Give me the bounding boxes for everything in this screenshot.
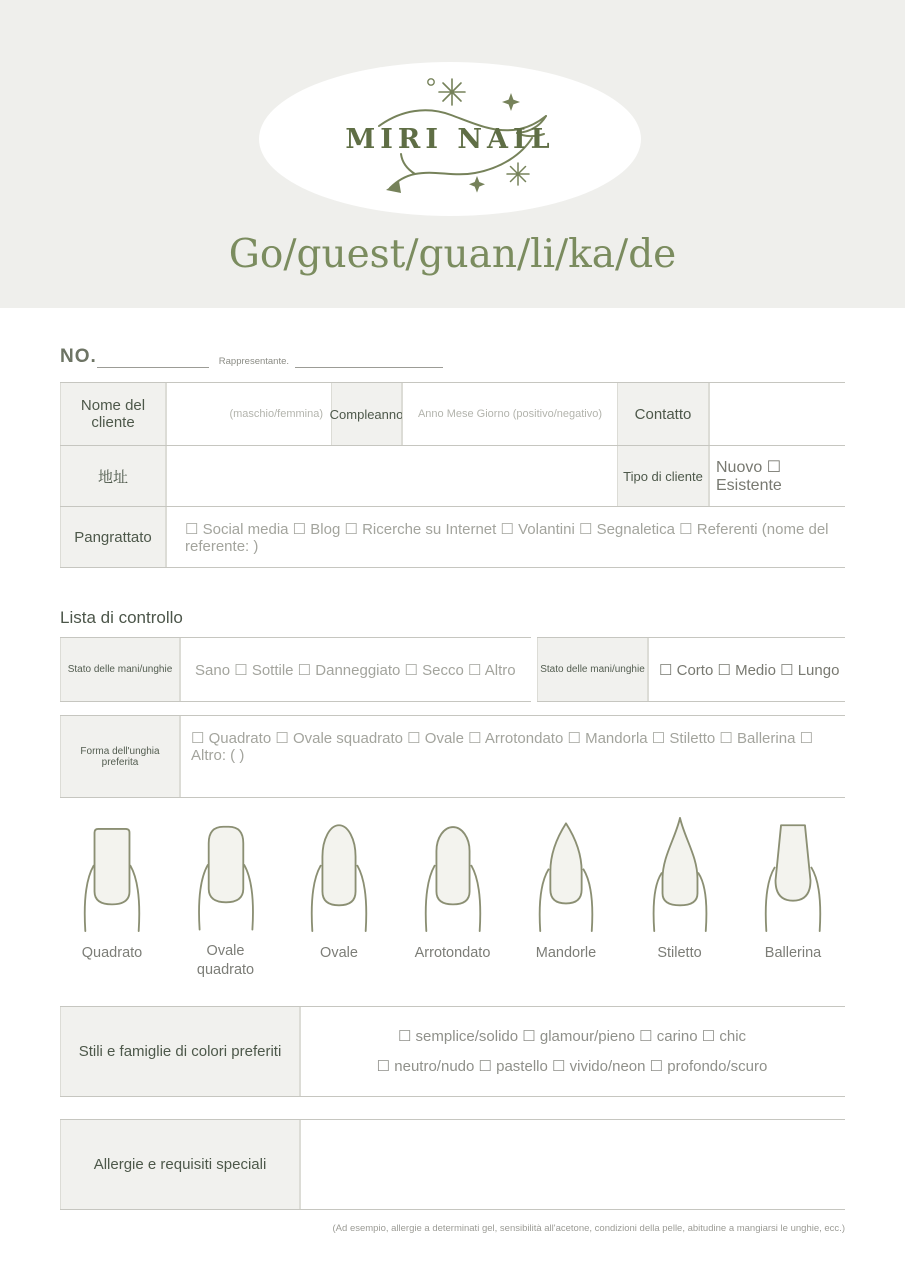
nail-length-part [537, 637, 845, 702]
no-label: NO. [60, 346, 97, 367]
nail-shape-caption: Stiletto [657, 945, 702, 961]
page-title: Go/guest/guan/li/ka/de [228, 232, 677, 277]
client-type-label: Tipo di cliente [617, 446, 709, 506]
allergies-input-cell[interactable] [300, 1120, 843, 1209]
round-nail-icon [407, 814, 499, 934]
contact-input-cell[interactable] [709, 383, 845, 445]
logo-ellipse [259, 62, 641, 216]
representative-input-line[interactable] [295, 348, 443, 368]
client-type-options[interactable]: Nuovo ☐ Esistente [709, 446, 845, 506]
nail-shape-caption: Mandorle [535, 945, 597, 961]
allergies-footnote: (Ad esempio, allergie a determinati gel, sensibilità all'acetone, condizioni della pelle, abitudine a mangiarsi le unghie, ecc.) [332, 1223, 845, 1234]
nail-shape-caption: Quadrato [81, 945, 143, 961]
table-row [60, 383, 845, 446]
hand-state-label: Stato delle mani/unghie [60, 638, 180, 701]
birthday-label: Compleanno [331, 383, 402, 445]
table-row [60, 507, 845, 568]
table-row [60, 1007, 845, 1097]
allergies-label: Allergie e requisiti speciali [60, 1120, 300, 1209]
style-preferences-table [60, 1006, 845, 1097]
address-label: 地址 [60, 446, 166, 506]
nail-shape-caption: Ballerina [764, 945, 822, 961]
nail-shape-item [741, 814, 845, 980]
hands-logo-icon [259, 62, 641, 216]
birthday-hint: Anno Mese Giorno (positivo/negativo) [402, 383, 617, 445]
allergies-table [60, 1119, 845, 1210]
client-info-table [60, 382, 845, 568]
nail-shape-caption: Arrotondato [414, 945, 491, 961]
nail-length-options[interactable]: ☐ Corto ☐ Medio ☐ Lungo [648, 638, 845, 701]
number-row [60, 344, 845, 368]
style-preferences-options [300, 1007, 843, 1096]
nail-shape-caption: Ovale [320, 945, 358, 961]
style-options-line2[interactable]: ☐ neutro/nudo ☐ pastello ☐ vivido/neon ☐ profondo/scuro [376, 1057, 768, 1075]
nail-length-label: Stato delle mani/unghie [537, 638, 648, 701]
oval-nail-icon [293, 814, 385, 934]
hand-state-part [60, 637, 531, 702]
client-name-label: Nome del cliente [60, 383, 166, 445]
hand-state-options[interactable]: Sano ☐ Sottile ☐ Danneggiato ☐ Secco ☐ Altro [180, 638, 531, 701]
nail-shape-item [287, 814, 391, 980]
style-options-line1[interactable]: ☐ semplice/solido ☐ glamour/pieno ☐ carino ☐ chic [397, 1027, 747, 1045]
nail-shape-label: Forma dell'unghia preferita [60, 716, 180, 797]
contact-label: Contatto [617, 383, 709, 445]
nail-shape-item [401, 814, 505, 980]
nail-shape-item [628, 814, 732, 980]
squoval-nail-icon [180, 814, 272, 932]
address-input-cell[interactable] [166, 446, 617, 506]
stiletto-nail-icon [634, 814, 726, 934]
table-row [60, 1120, 845, 1210]
nail-shape-options[interactable]: ☐ Quadrato ☐ Ovale squadrato ☐ Ovale ☐ Arrotondato ☐ Mandorla ☐ Stiletto ☐ Ballerina ☐ Altro: ( ) [180, 716, 843, 797]
brand-name: MIRI NAIL [345, 124, 555, 155]
nail-shape-table [60, 715, 845, 798]
nail-shape-caption: Ovale quadrato [196, 943, 255, 979]
almond-nail-icon [520, 814, 612, 934]
no-input-line[interactable] [97, 348, 209, 368]
page-header [0, 0, 905, 308]
form-body [60, 344, 845, 1234]
table-row [60, 716, 845, 798]
checklist-heading: Lista di controllo [60, 608, 183, 627]
representative-label: Rappresentante. [218, 356, 290, 367]
hand-state-table [60, 637, 845, 702]
square-nail-icon [66, 814, 158, 934]
nail-shape-item [514, 814, 618, 980]
referral-options[interactable]: ☐ Social media ☐ Blog ☐ Ricerche su Internet ☐ Volantini ☐ Segnaletica ☐ Referenti (nome del referente: ) [166, 507, 845, 567]
referral-label: Pangrattato [60, 507, 166, 567]
gender-hint: (maschio/femmina) [166, 383, 331, 445]
nail-shape-item [60, 814, 164, 980]
style-preferences-label: Stili e famiglie di colori preferiti [60, 1007, 300, 1096]
nail-shape-item [174, 814, 278, 980]
ballerina-nail-icon [747, 814, 839, 934]
nail-shape-gallery [60, 814, 845, 980]
table-row [60, 446, 845, 507]
